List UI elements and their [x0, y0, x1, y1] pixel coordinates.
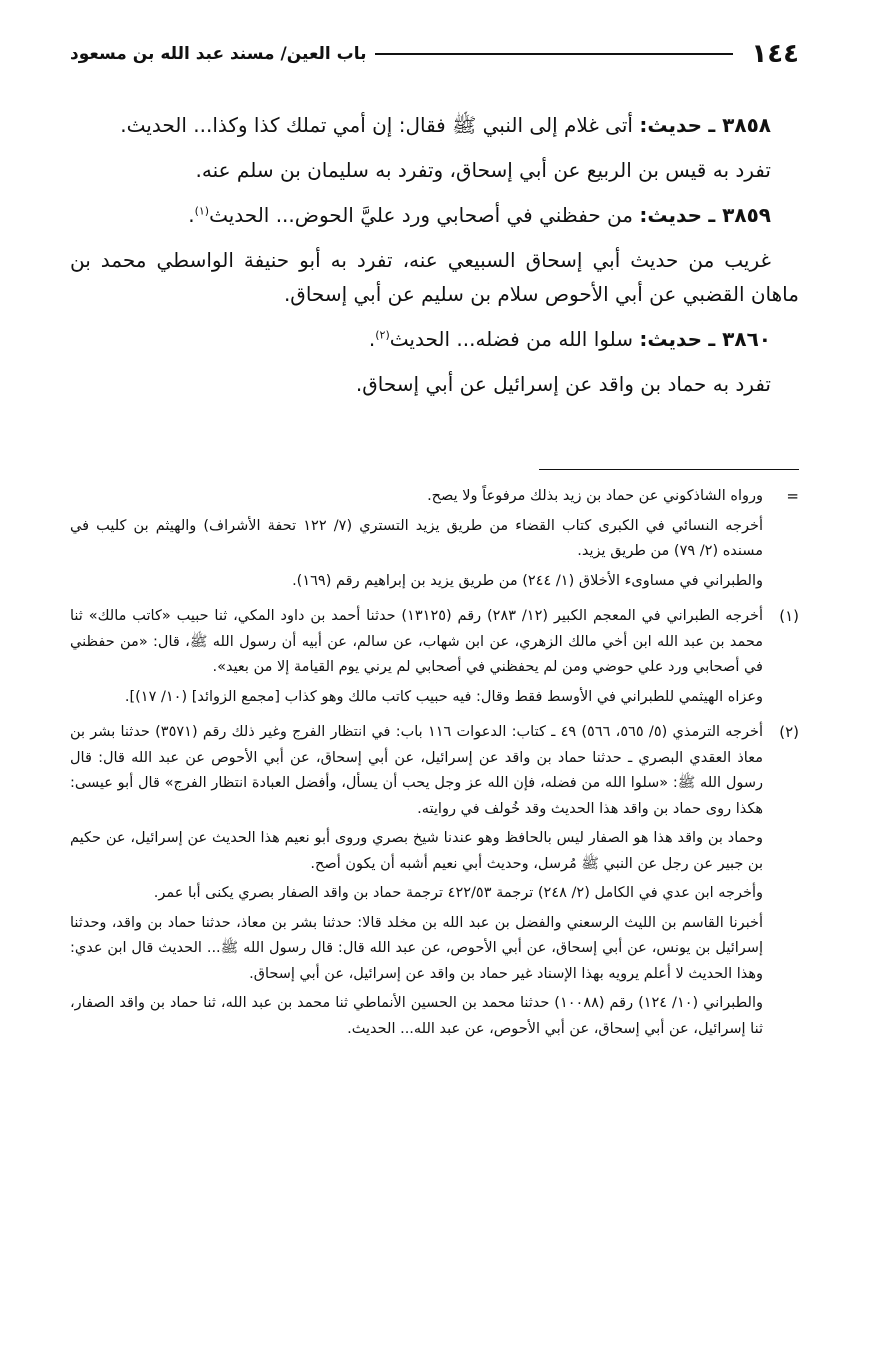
hadith-end: . [368, 327, 376, 351]
hadith-note: تفرد به قيس بن الربيع عن أبي إسحاق، وتفرد به سليمان بن سلم عنه. [195, 158, 771, 182]
hadith-keyword: حديث: [639, 113, 702, 137]
footnote-paragraph: وأخرجه ابن عدي في الكامل (٢/ ٢٤٨) ترجمة ٤٢٢/٥٣ ترجمة حماد بن واقد الصفار بصري يكنى أبا عمر. [153, 885, 763, 901]
hadith-end: . [188, 203, 195, 227]
header-rule [375, 53, 734, 55]
footnote-paragraph: وحماد بن واقد هذا هو الصفار ليس بالحافظ وهو عندنا شيخ بصري وروى أبو نعيم هذا الحديث عن إسرائيل، عن حكيم بن جبير عن رجل عن النبي ﷺ مُرسل، وحديث أبي نعيم أشبه أن يكون أصح. [70, 830, 763, 872]
footnote-separator [539, 469, 799, 470]
footnote-paragraph: أخبرنا القاسم بن الليث الرسعني والفضل بن عبد الله بن مخلد قالا: حدثنا بشر بن معاذ، حدثنا حماد بن واقد، وحدثنا إسرائيل بن يونس، عن أبي إسحاق، عن أبي الأحوص، عن عبد الله قال: قال رسول الله ﷺ... الحديث قال ابن عدي: وهذا الحديث لا أعلم يرويه بهذا الإسناد غير حماد بن واقد عن إسرائيل، عن أبي إسحاق. [70, 914, 763, 982]
hadith-number: ٣٨٦٠ ـ [708, 327, 771, 351]
main-text [70, 108, 799, 412]
hadith-text: من حفظني في أصحابي ورد عليَّ الحوض... الحديث [209, 203, 633, 227]
footnote-paragraph: والطبراني (١٠/ ١٢٤) رقم (١٠٠٨٨) حدثنا محمد بن الحسين الأنماطي ثنا محمد بن عبد الله، ثنا حماد بن واقد الصفار، ثنا إسرائيل، عن أبي إسحاق، عن أبي الأحوص، عن عبد الله... الحديث. [70, 995, 764, 1037]
footnote-paragraph: أخرجه الطبراني في المعجم الكبير (١٢/ ٢٨٣) رقم (١٣١٢٥) حدثنا أحمد بن داود المكي، ثنا حبيب «كاتب مالك» ثنا محمد بن عبد الله ابن أخي مالك الزهري، عن ابن شهاب، عن سالم، عن أبيه أن رسول الله ﷺ، قال: «من حفظني في أصحابي ورد علي حوضي ومن لم يحفظني في أصحابي لم يرني يوم القيامة إلا من بعيد». [70, 608, 763, 675]
hadith-number: ٣٨٥٨ ـ [708, 113, 771, 137]
footnote-paragraph: والطبراني في مساوىء الأخلاق (١/ ٢٤٤) من طريق يزيد بن إبراهيم رقم (١٦٩). [292, 572, 763, 589]
hadith-keyword: حديث: [639, 327, 702, 351]
hadith-entry [70, 322, 799, 356]
footnote [70, 604, 799, 714]
hadith-entry [70, 108, 799, 142]
hadith-entry [70, 198, 799, 232]
footnote-marker: (١) [779, 607, 799, 625]
footnote-ref: (١) [194, 204, 210, 218]
footnotes [70, 484, 799, 1052]
running-header [70, 34, 799, 74]
footnote-paragraph: ورواه الشاذكوني عن حماد بن زيد بذلك مرفوعاً ولا يصح. [427, 488, 763, 504]
footnote-paragraph: أخرجه النسائي في الكبرى كتاب القضاء من طريق يزيد التستري (٧/ ١٢٢ تحفة الأشراف) والهيثم بن كليب في مسنده (٢/ ٧٩) من طريق يزيد. [70, 517, 763, 559]
footnote-paragraph: أخرجه الترمذي (٥/ ٥٦٥، ٥٦٦) ٤٩ ـ كتاب: الدعوات ١١٦ باب: في انتظار الفرج وغير ذلك رقم (٣٥٧١) حدثنا بشر بن معاذ العقدي البصري ـ حدثنا حماد بن واقد عن إسرائيل، عن أبي إسحاق، عن أبي الأحوص عن عبد الله قال: قال رسول الله ﷺ: «سلوا الله من فضله، فإن الله عز وجل يحب أن يسأل، وأفضل العبادة انتظار الفرج» قال أبو عيسى: هكذا روى حماد بن واقد هذا الحديث وقد خُولف في روايته. [70, 724, 763, 817]
hadith-note: تفرد به حماد بن واقد عن إسرائيل عن أبي إسحاق. [355, 372, 771, 396]
hadith-keyword: حديث: [639, 203, 702, 227]
footnote-marker: = [786, 487, 799, 505]
hadith-text: أتى غلام إلى النبي ﷺ فقال: إن أمي تملك كذا وكذا... الحديث. [120, 113, 633, 137]
chapter-title: باب العين/ مسند عبد الله بن مسعود [70, 44, 367, 64]
footnote [70, 720, 799, 1046]
hadith-text: سلوا الله من فضله... الحديث [389, 327, 633, 351]
hadith-note: غريب من حديث أبي إسحاق السبيعي عنه، تفرد به أبو حنيفة الواسطي محمد بن ماهان القضبي عن أبي الأحوص سلام بن سليم عن أبي إسحاق. [70, 248, 799, 306]
footnote-ref: (٢) [375, 328, 390, 342]
footnote-paragraph: وعزاه الهيثمي للطبراني في الأوسط فقط وقال: فيه حبيب كاتب مالك وهو كذاب [مجمع الزوائد] (١٠/ ١٧)]. [124, 688, 763, 705]
footnote [70, 484, 799, 598]
page-number: ١٤٤ [751, 39, 799, 69]
footnote-marker: (٢) [779, 723, 799, 741]
hadith-number: ٣٨٥٩ ـ [708, 203, 771, 227]
